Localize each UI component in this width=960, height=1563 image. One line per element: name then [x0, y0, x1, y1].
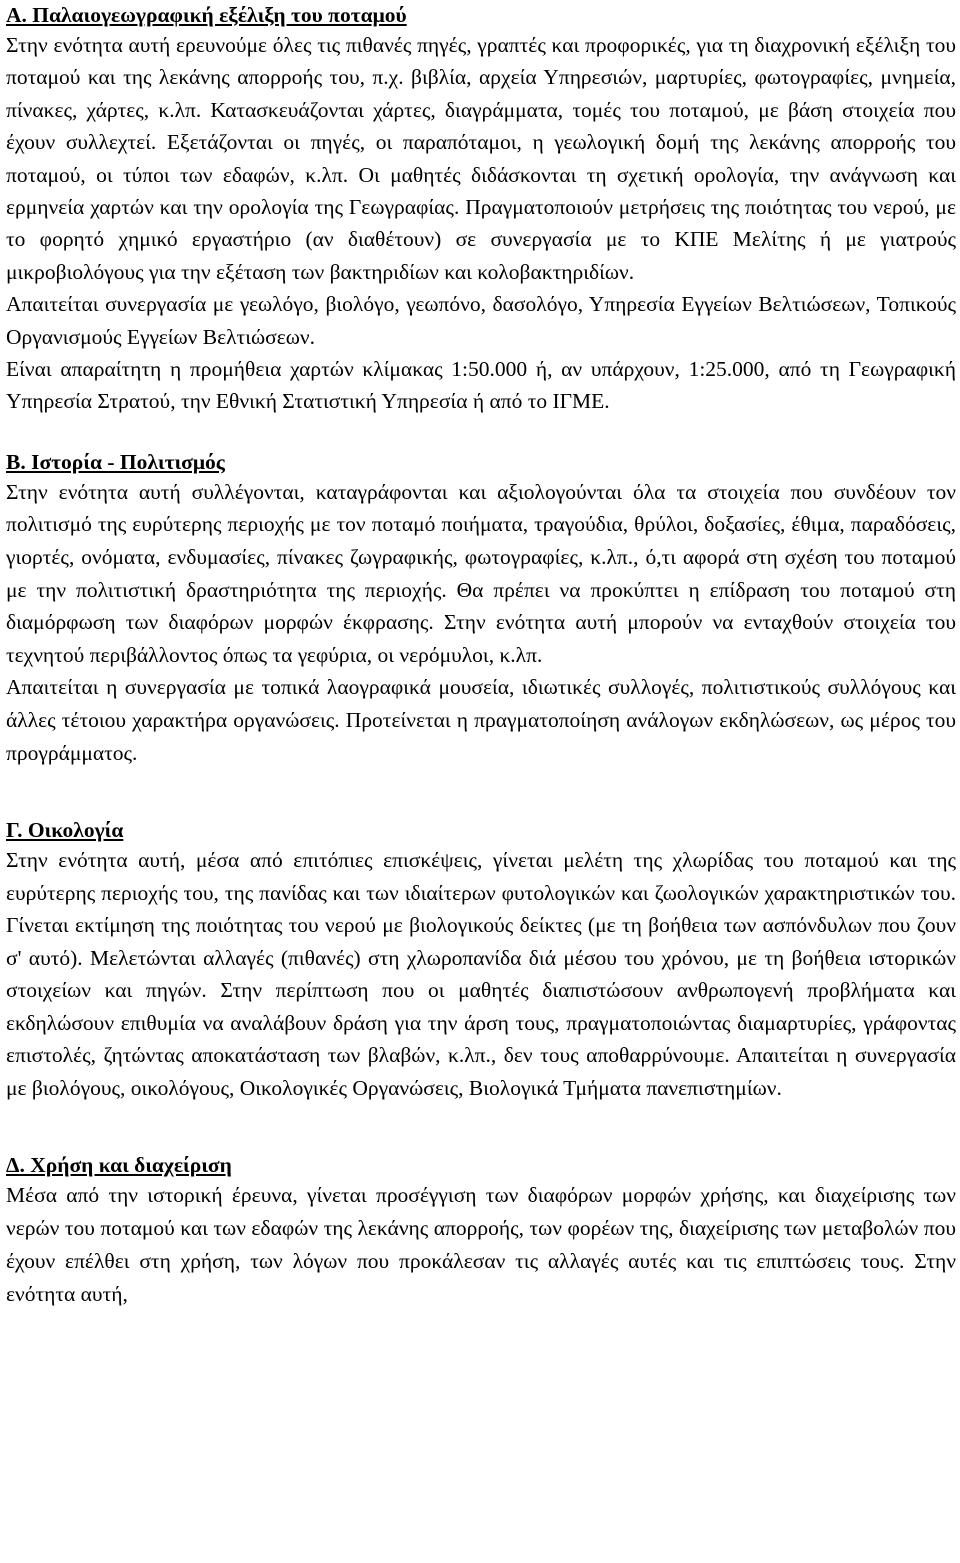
section-heading: Δ. Χρήση και διαχείριση — [6, 1153, 232, 1178]
paragraph: Στην ενότητα αυτή ερευνούμε όλες τις πιθανές πηγές, γραπτές και προφορικές, για τη διαχρονική εξέλιξη του ποταμού και της λεκάνης απορροής του, π.χ. βιβλία, αρχεία Υπηρεσιών, μαρτυρίες, φωτογραφίες, μνημεία, πίνακες, χάρτες, κ.λπ. Κατασκευάζονται χάρτες, διαγράμματα, τομές του ποταμού, με βάση στοιχεία που έχουν συλλεχτεί. Εξετάζονται οι πηγές, οι παραπόταμοι, η γεωλογική δομή της λεκάνης απορροής του ποταμού, οι τύποι των εδαφών, κ.λπ. Οι μαθητές διδάσκονται τη σχετική ορολογία, την ανάγνωση και ερμηνεία χαρτών και την ορολογία της Γεωγραφίας. Πραγματοποιούν μετρήσεις της ποιότητας του νερού, με το φορητό χημικό εργαστήριο (αν διαθέτουν) σε συνεργασία με το ΚΠΕ Μελίτης ή με γιατρούς μικροβιολόγους για την εξέταση των βακτηριδίων και κολοβακτηριδίων. — [6, 33, 956, 284]
section-heading: Α. Παλαιογεωγραφική εξέλιξη του ποταμού — [6, 3, 407, 27]
section-ecology — [6, 817, 956, 1104]
paragraph: Μέσα από την ιστορική έρευνα, γίνεται προσέγγιση των διαφόρων μορφών χρήσης, και διαχείρισης των νερών του ποταμού και των εδαφών της λεκάνης απορροής, των φορέων της, διαχείρισης των μεταβολών που έχουν επέλθει στη χρήση, των λόγων που προκάλεσαν τις αλλαγές αυτές και τις επιπτώσεις τους. Στην ενότητα αυτή, — [6, 1183, 956, 1306]
section-use-management — [6, 1152, 956, 1310]
section-palaeogeography — [6, 0, 956, 418]
paragraph: Απαιτείται συνεργασία με γεωλόγο, βιολόγο, γεωπόνο, δασολόγο, Υπηρεσία Εγγείων Βελτιώσεων, Τοπικούς Οργανισμούς Εγγείων Βελτιώσεων. — [6, 292, 956, 349]
section-heading: Β. Ιστορία - Πολιτισμός — [6, 449, 225, 474]
paragraph: Απαιτείται η συνεργασία με τοπικά λαογραφικά μουσεία, ιδιωτικές συλλογές, πολιτιστικούς συλλόγους και άλλες τέτοιου χαρακτήρα οργανώσεις. Προτείνεται η πραγματοποίηση ανάλογων εκδηλώσεων, ως μέρος του προγράμματος. — [6, 675, 956, 765]
paragraph: Είναι απαραίτητη η προμήθεια χαρτών κλίμακας 1:50.000 ή, αν υπάρχουν, 1:25.000, από τη Γεωγραφική Υπηρεσία Στρατού, την Εθνική Στατιστική Υπηρεσία ή από το ΙΓΜΕ. — [6, 357, 956, 414]
section-heading: Γ. Οικολογία — [6, 818, 124, 843]
paragraph: Στην ενότητα αυτή, μέσα από επιτόπιες επισκέψεις, γίνεται μελέτη της χλωρίδας του ποταμού και της ευρύτερης περιοχής του, της πανίδας και των ιδιαίτερων φυτολογικών και ζωολογικών χαρακτηριστικών του. Γίνεται εκτίμηση της ποιότητας του νερού με βιολογικούς δείκτες (με τη βοήθεια των ασπόνδυλων που ζουν σ' αυτό). Μελετώνται αλλαγές (πιθανές) στη χλωροπανίδα διά μέσου του χρόνου, με τη βοήθεια ιστορικών στοιχείων και πηγών. Στην περίπτωση που οι μαθητές διαπιστώσουν ανθρωπογενή προβλήματα και εκδηλώσουν επιθυμία να αναλάβουν δράση για την άρση τους, πραγματοποιώντας διαμαρτυρίες, γράφοντας επιστολές, ζητώντας αποκατάσταση των βλαβών, κ.λπ., δεν τους αποθαρρύνουμε. Απαιτείται η συνεργασία με βιολόγους, οικολόγους, Οικολογικές Οργανώσεις, Βιολογικά Τμήματα πανεπιστημίων. — [6, 848, 956, 1100]
section-history-culture — [6, 449, 956, 769]
paragraph: Στην ενότητα αυτή συλλέγονται, καταγράφονται και αξιολογούνται όλα τα στοιχεία που συνδέουν τον πολιτισμό της ευρύτερης περιοχής με τον ποταμό ποιήματα, τραγούδια, θρύλοι, δοξασίες, έθιμα, παραδόσεις, γιορτές, ονόματα, ενδυμασίες, πίνακες ζωγραφικής, φωτογραφίες, κ.λπ., ό,τι αφορά στη σχέση του ποταμού με την πολιτιστική δραστηριότητα της περιοχής. Θα πρέπει να προκύπτει η επίδραση του ποταμού στη διαμόρφωση των διαφόρων μορφών έκφρασης. Στην ενότητα αυτή μπορούν να ενταχθούν στοιχεία του τεχνητού περιβάλλοντος όπως τα γεφύρια, οι νερόμυλοι, κ.λπ. — [6, 479, 956, 667]
